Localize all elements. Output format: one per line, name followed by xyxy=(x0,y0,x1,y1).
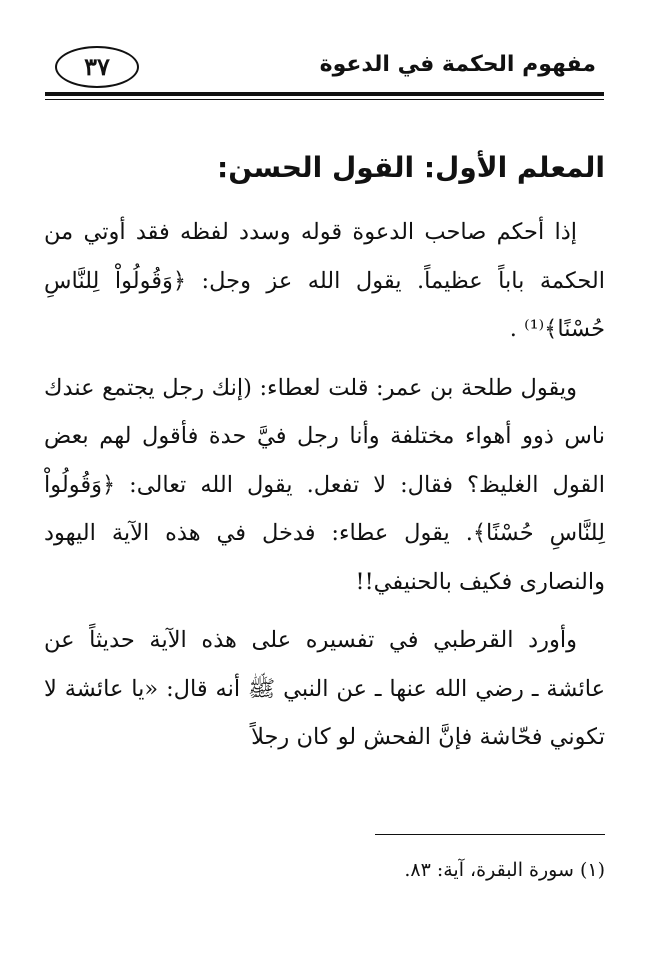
running-title: مفهوم الحكمة في الدعوة xyxy=(319,52,596,77)
footnote: (١) سورة البقرة، آية: ٨٣. xyxy=(404,859,605,881)
header-rule-thick xyxy=(45,92,604,96)
page-number: ٣٧ xyxy=(55,46,139,88)
page-header xyxy=(45,40,604,92)
footnote-rule xyxy=(375,834,605,835)
section-heading: المعلم الأول: القول الحسن: xyxy=(217,151,605,184)
header-rule-thin xyxy=(45,99,604,100)
page-body xyxy=(44,142,605,762)
paragraph-3: وأورد القرطبي في تفسيره على هذه الآية حديثاً عن عائشة ـ رضي الله عنها ـ عن النبي ﷺ أنه قال: «يا عائشة لا تكوني فحّاشة فإنَّ الفحش لو كان رجلاً xyxy=(44,627,605,750)
paragraph-1: إذا أحكم صاحب الدعوة قوله وسدد لفظه فقد أوتي من الحكمة باباً عظيماً. يقول الله عز وجل: ﴿وَقُولُواْ لِلنَّاسِ حُسْنًا﴾⁽¹⁾ . xyxy=(44,219,605,342)
paragraph-2: ويقول طلحة بن عمر: قلت لعطاء: (إنك رجل يجتمع عندك ناس ذوو أهواء مختلفة وأنا رجل فيَّ حدة فأقول لهم بعض القول الغليظ؟ فقال: لا تفعل. يقول الله تعالى: ﴿وَقُولُواْ لِلنَّاسِ حُسْنًا﴾. يقول عطاء: فدخل في هذه الآية اليهود والنصارى فكيف بالحنيفي!! xyxy=(44,374,605,595)
